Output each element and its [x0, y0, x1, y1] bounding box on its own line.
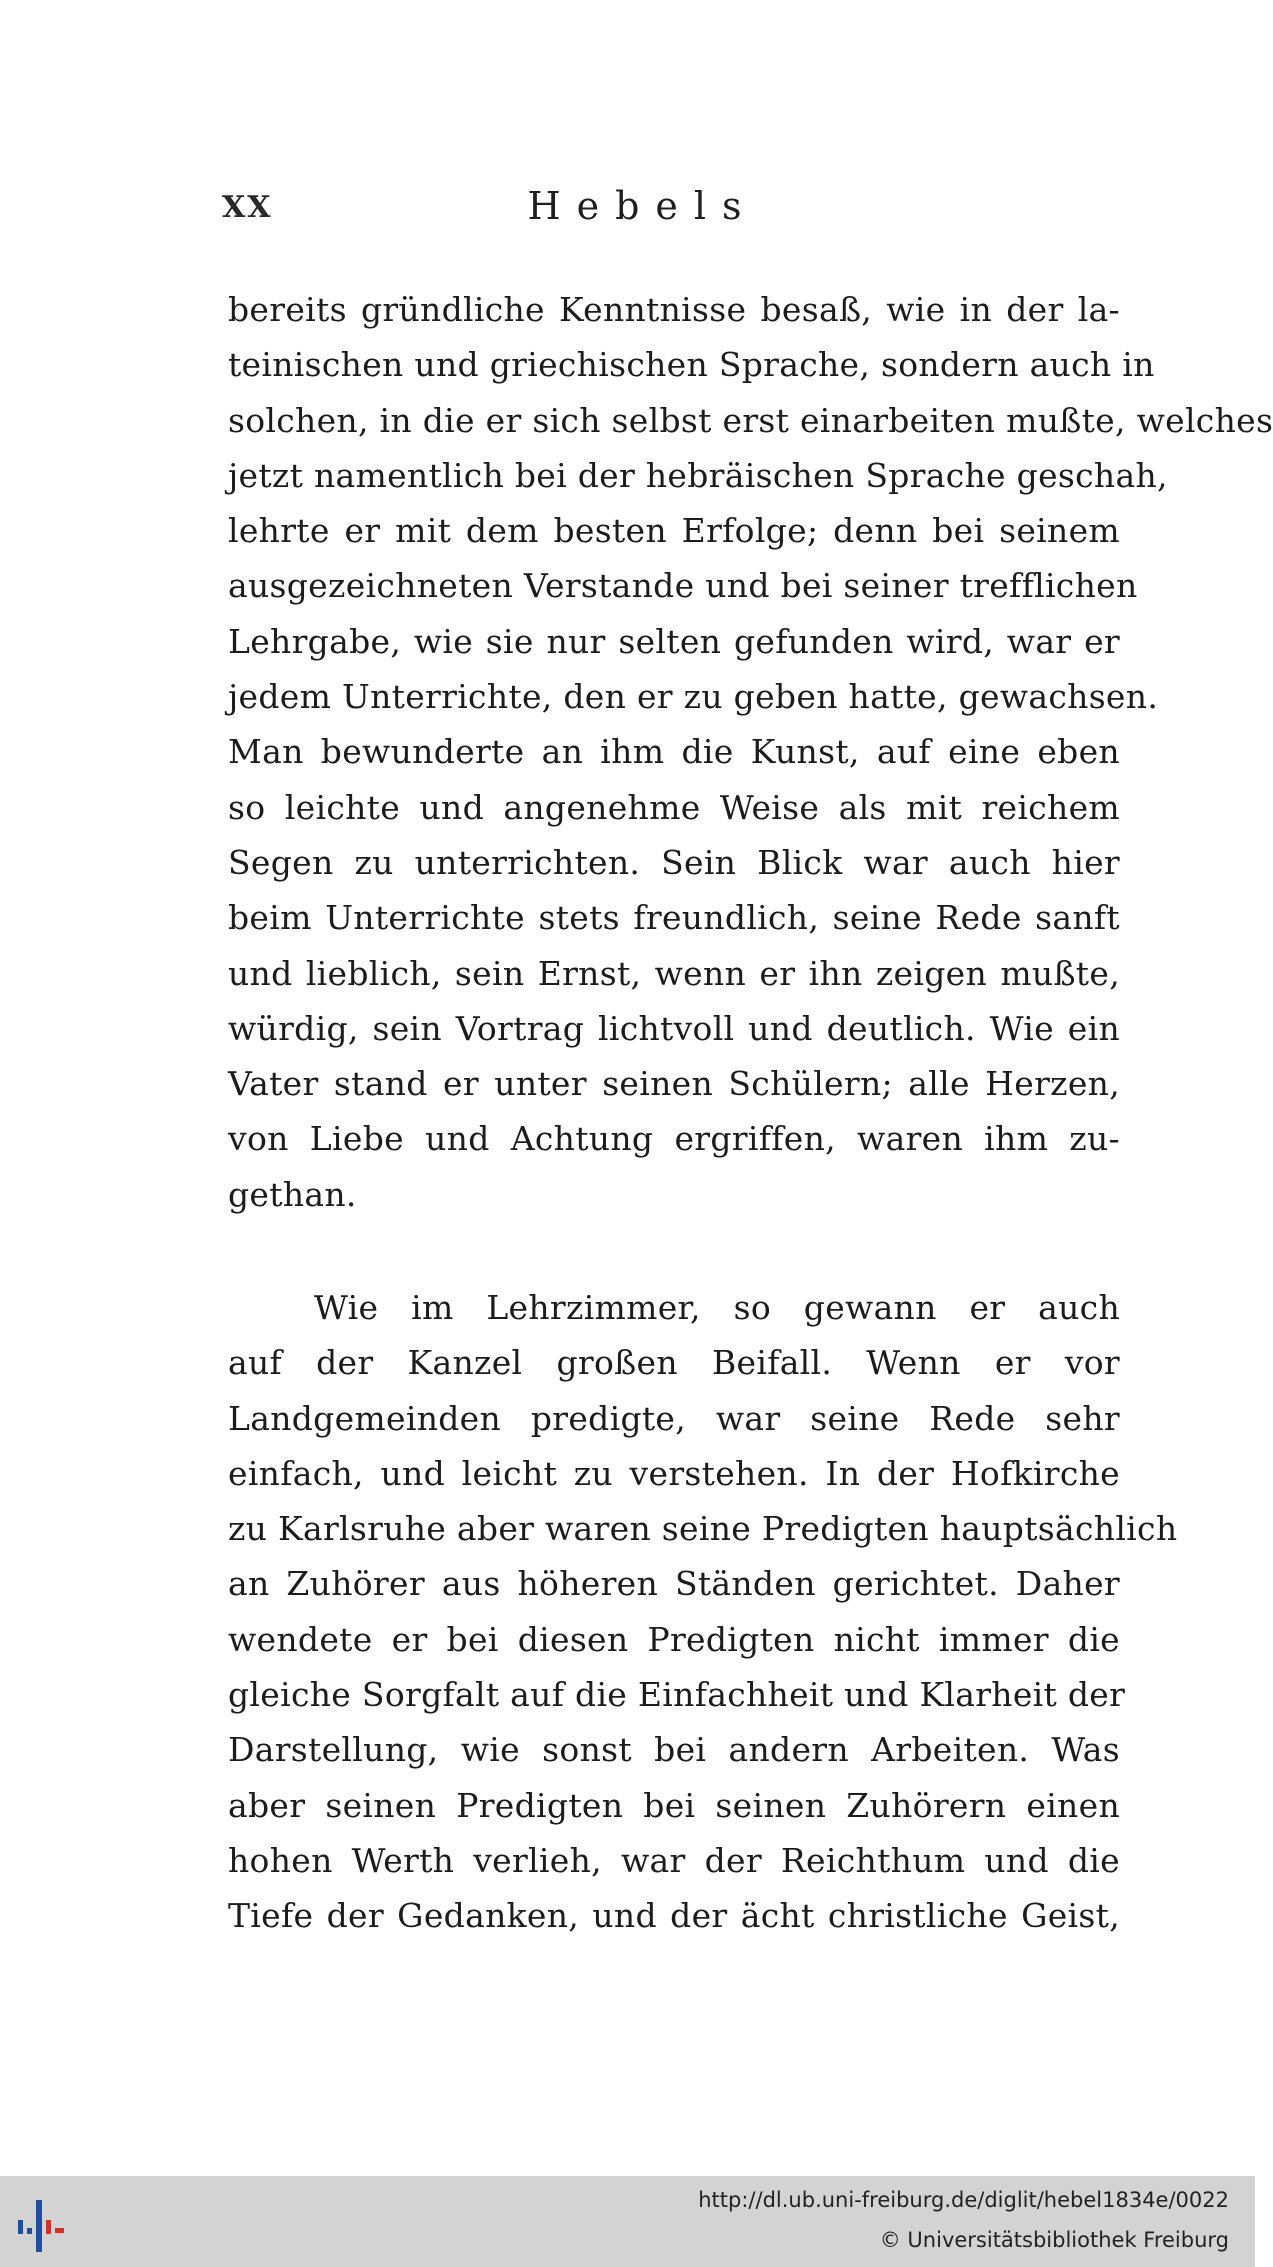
text-line: aber seinen Predigten bei seinen Zuhörern einen	[228, 1785, 1120, 1825]
text-line: zu Karlsruhe aber waren seine Predigten hauptsächlich	[228, 1509, 1178, 1549]
text-line: Wie im Lehrzimmer, so gewann er auch	[314, 1288, 1120, 1327]
text-line: ausgezeichneten Verstande und bei seiner trefflichen	[228, 566, 1138, 606]
text-line: gethan.	[228, 1174, 357, 1214]
text-line: Lehrgabe, wie sie nur selten gefunden wird, war er	[228, 621, 1120, 661]
text-line: würdig, sein Vortrag lichtvoll und deutlich. Wie ein	[228, 1008, 1120, 1048]
text-line: einfach, und leicht zu verstehen. In der Hofkirche	[228, 1453, 1120, 1493]
text-line: so leichte und angenehme Weise als mit reichem	[228, 787, 1120, 827]
paragraph-2	[228, 1280, 1178, 1944]
text-line: jedem Unterrichte, den er zu geben hatte, gewachsen.	[228, 677, 1159, 717]
text-line: Landgemeinden predigte, war seine Rede sehr	[228, 1398, 1120, 1438]
text-line: und lieblich, sein Ernst, wenn er ihn zeigen mußte,	[228, 953, 1120, 993]
text-line: teinischen und griechischen Sprache, sondern auch in	[228, 345, 1155, 385]
text-line: jetzt namentlich bei der hebräischen Sprache geschah,	[228, 455, 1168, 495]
text-line: Darstellung, wie sonst bei andern Arbeiten. Was	[228, 1730, 1120, 1770]
text-line: Man bewunderte an ihm die Kunst, auf eine eben	[228, 732, 1120, 772]
text-line: beim Unterrichte stets freundlich, seine Rede sanft	[228, 898, 1120, 938]
running-title: Hebels	[527, 184, 758, 228]
text-line: hohen Werth verlieh, war der Reichthum und die	[228, 1840, 1120, 1880]
text-line: auf der Kanzel großen Beifall. Wenn er vor	[228, 1343, 1120, 1383]
text-line: wendete er bei diesen Predigten nicht immer die	[228, 1619, 1120, 1659]
footer-bar	[0, 2176, 1255, 2267]
text-line: Vater stand er unter seinen Schülern; alle Herzen,	[228, 1064, 1120, 1104]
ub-freiburg-logo-icon[interactable]	[16, 2192, 78, 2254]
paragraph-1	[228, 282, 1273, 1222]
copyright-notice: © Universitätsbibliothek Freiburg	[879, 2228, 1229, 2252]
text-line: Tiefe der Gedanken, und der ächt christliche Geist,	[228, 1896, 1120, 1936]
page-number: XX	[222, 190, 273, 225]
text-line: bereits gründliche Kenntnisse besaß, wie in der la-	[228, 290, 1120, 329]
text-line: von Liebe und Achtung ergriffen, waren ihm zu-	[228, 1119, 1120, 1159]
text-line: Segen zu unterrichten. Sein Blick war auch hier	[228, 842, 1120, 882]
text-line: solchen, in die er sich selbst erst einarbeiten mußte, welches	[228, 400, 1273, 440]
text-line: lehrte er mit dem besten Erfolge; denn bei seinem	[228, 511, 1120, 551]
permalink-url[interactable]: http://dl.ub.uni-freiburg.de/diglit/hebel1834e/0022	[698, 2188, 1229, 2212]
text-line: an Zuhörer aus höheren Ständen gerichtet. Daher	[228, 1564, 1120, 1604]
text-line: gleiche Sorgfalt auf die Einfachheit und Klarheit der	[228, 1675, 1126, 1715]
